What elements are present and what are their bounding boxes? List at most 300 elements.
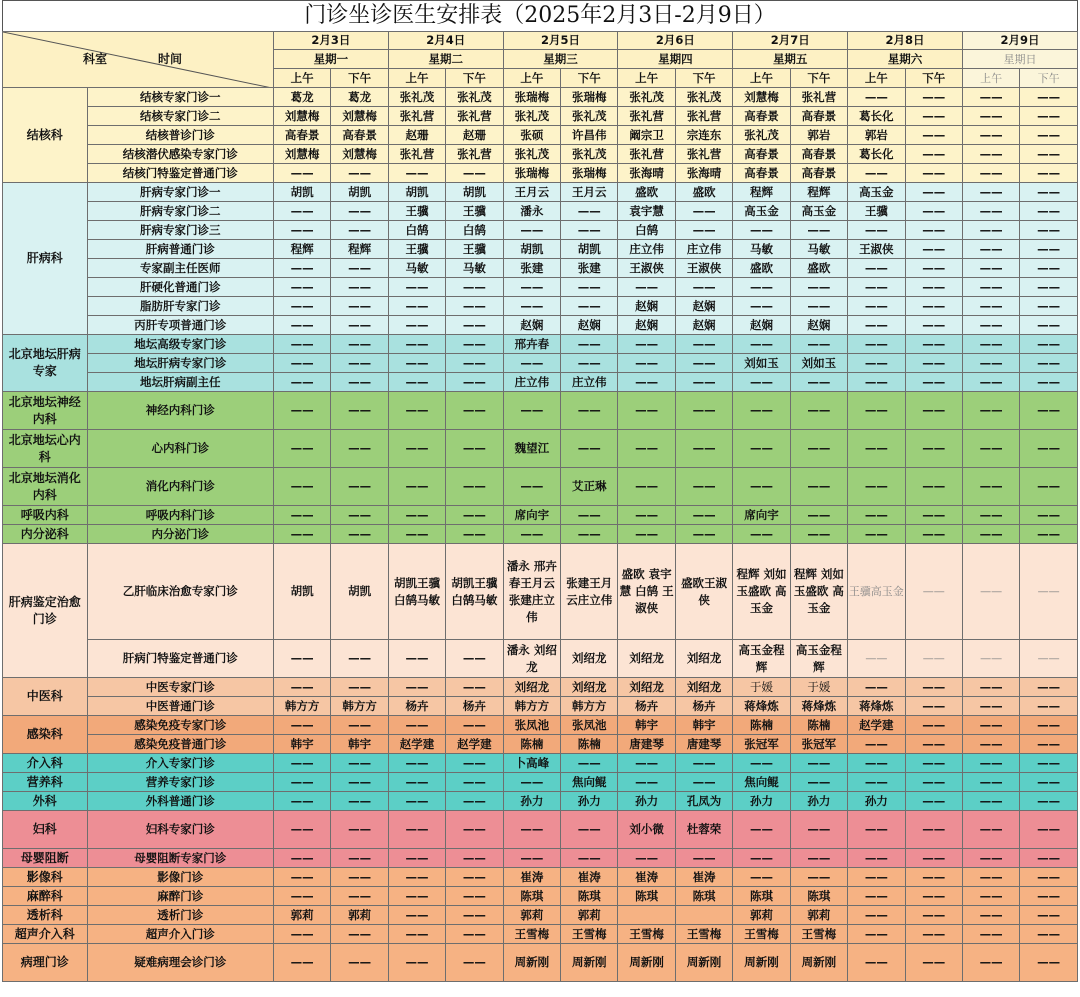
doctor-cell: ——	[446, 164, 503, 183]
doctor-cell: 孙力	[848, 792, 905, 811]
doctor-cell: ——	[273, 354, 330, 373]
doctor-cell: ——	[273, 792, 330, 811]
doctor-cell: ——	[273, 754, 330, 773]
doctor-cell: 王淑侠	[675, 259, 732, 278]
doctor-cell: ——	[446, 525, 503, 544]
doctor-cell: ——	[388, 906, 445, 925]
clinic-cell: 肝病专家门诊一	[87, 183, 273, 202]
doctor-cell: 蒋烽炼	[790, 697, 847, 716]
table-row	[3, 849, 1078, 868]
doctor-cell: ——	[790, 297, 847, 316]
doctor-cell: ——	[446, 906, 503, 925]
doctor-cell: 赵珊	[388, 126, 445, 145]
table-row	[3, 145, 1078, 164]
doctor-cell: 高春景	[790, 145, 847, 164]
department-cell: 营养科	[3, 773, 88, 792]
doctor-cell: ——	[388, 392, 445, 430]
doctor-cell: 张礼营	[388, 107, 445, 126]
doctor-cell: 艾正琳	[561, 468, 618, 506]
doctor-cell: ——	[905, 354, 962, 373]
doctor-cell: 王骥	[388, 202, 445, 221]
table-row	[3, 373, 1078, 392]
doctor-cell: 张礼茂	[503, 145, 560, 164]
doctor-cell: 张礼茂	[561, 145, 618, 164]
doctor-cell: ——	[331, 849, 388, 868]
doctor-cell: ——	[848, 354, 905, 373]
clinic-cell: 影像门诊	[87, 868, 273, 887]
doctor-cell: 赵学建	[446, 735, 503, 754]
doctor-cell: ——	[675, 373, 732, 392]
doctor-cell: 陈琪	[733, 887, 790, 906]
schedule-table	[2, 31, 1078, 982]
doctor-cell: ——	[848, 754, 905, 773]
department-cell: 呼吸内科	[3, 506, 88, 525]
doctor-cell: ——	[1020, 849, 1078, 868]
doctor-cell: ——	[1020, 88, 1078, 107]
doctor-cell: ——	[675, 506, 732, 525]
doctor-cell: ——	[331, 392, 388, 430]
doctor-cell: ——	[962, 107, 1019, 126]
clinic-cell: 神经内科门诊	[87, 392, 273, 430]
table-row	[3, 183, 1078, 202]
department-cell: 北京地坛肝病专家	[3, 335, 88, 392]
doctor-cell: ——	[446, 506, 503, 525]
doctor-cell: ——	[331, 716, 388, 735]
doctor-cell: 韩宇	[675, 716, 732, 735]
doctor-cell: ——	[388, 316, 445, 335]
doctor-cell: 韩方方	[273, 697, 330, 716]
doctor-cell: ——	[962, 221, 1019, 240]
table-row	[3, 107, 1078, 126]
clinic-cell: 脂肪肝专家门诊	[87, 297, 273, 316]
doctor-cell: ——	[388, 754, 445, 773]
weekday-header: 星期日	[962, 50, 1077, 69]
doctor-cell: ——	[331, 278, 388, 297]
doctor-cell: ——	[962, 925, 1019, 944]
doctor-cell: ——	[388, 335, 445, 354]
doctor-cell: 阚宗卫	[618, 126, 675, 145]
doctor-cell: 刘小微	[618, 811, 675, 849]
doctor-cell: 庄立伟	[675, 240, 732, 259]
doctor-cell: ——	[331, 792, 388, 811]
am-header: 上午	[618, 69, 675, 88]
table-row	[3, 887, 1078, 906]
doctor-cell: ——	[331, 259, 388, 278]
doctor-cell: ——	[848, 297, 905, 316]
doctor-cell: ——	[446, 716, 503, 735]
doctor-cell: ——	[388, 868, 445, 887]
doctor-cell: ——	[618, 335, 675, 354]
doctor-cell: ——	[675, 202, 732, 221]
table-row	[3, 126, 1078, 145]
doctor-cell: 周新刚	[790, 944, 847, 982]
doctor-cell: ——	[446, 849, 503, 868]
doctor-cell: ——	[905, 811, 962, 849]
doctor-cell: ——	[273, 525, 330, 544]
doctor-cell: 程辉 刘如玉盛欧 高玉金	[790, 544, 847, 640]
doctor-cell: ——	[618, 354, 675, 373]
clinic-cell: 消化内科门诊	[87, 468, 273, 506]
doctor-cell: 郭莉	[503, 906, 560, 925]
doctor-cell: 马敏	[733, 240, 790, 259]
doctor-cell: ——	[331, 773, 388, 792]
doctor-cell: ——	[962, 468, 1019, 506]
doctor-cell: 王骥高玉金	[848, 544, 905, 640]
doctor-cell: 胡凯	[446, 183, 503, 202]
doctor-cell: 赵娴	[503, 316, 560, 335]
doctor-cell: ——	[446, 773, 503, 792]
doctor-cell: 程辉	[790, 183, 847, 202]
department-cell: 麻醉科	[3, 887, 88, 906]
doctor-cell: ——	[1020, 164, 1078, 183]
table-row	[3, 259, 1078, 278]
doctor-cell: ——	[848, 735, 905, 754]
clinic-cell: 结核门特鉴定普通门诊	[87, 164, 273, 183]
doctor-cell: 刘如玉	[733, 354, 790, 373]
doctor-cell: ——	[388, 887, 445, 906]
doctor-cell: ——	[790, 525, 847, 544]
doctor-cell: 崔涛	[503, 868, 560, 887]
doctor-cell: ——	[331, 506, 388, 525]
doctor-cell: 王淑侠	[618, 259, 675, 278]
doctor-cell: ——	[962, 678, 1019, 697]
doctor-cell: ——	[273, 297, 330, 316]
doctor-cell: ——	[905, 525, 962, 544]
doctor-cell: ——	[388, 164, 445, 183]
doctor-cell: 张礼茂	[503, 107, 560, 126]
doctor-cell: ——	[1020, 107, 1078, 126]
doctor-cell: ——	[962, 849, 1019, 868]
doctor-cell: ——	[733, 468, 790, 506]
doctor-cell: ——	[331, 202, 388, 221]
doctor-cell: ——	[905, 697, 962, 716]
doctor-cell: ——	[848, 525, 905, 544]
doctor-cell: 赵娴	[675, 297, 732, 316]
doctor-cell: ——	[331, 354, 388, 373]
doctor-cell: ——	[446, 868, 503, 887]
table-row	[3, 773, 1078, 792]
doctor-cell: ——	[1020, 925, 1078, 944]
doctor-cell: ——	[733, 525, 790, 544]
doctor-cell: ——	[905, 316, 962, 335]
doctor-cell: ——	[446, 887, 503, 906]
doctor-cell: ——	[848, 506, 905, 525]
doctor-cell: 盛欧	[675, 183, 732, 202]
clinic-cell: 感染免疫普通门诊	[87, 735, 273, 754]
department-cell: 肝病科	[3, 183, 88, 335]
doctor-cell: ——	[388, 944, 445, 982]
doctor-cell: 郭莉	[273, 906, 330, 925]
doctor-cell: ——	[962, 278, 1019, 297]
date-header: 2月4日	[388, 32, 503, 50]
pm-header: 下午	[1020, 69, 1078, 88]
doctor-cell: ——	[905, 468, 962, 506]
doctor-cell: ——	[905, 297, 962, 316]
doctor-cell: ——	[790, 373, 847, 392]
doctor-cell: 张礼营	[446, 145, 503, 164]
clinic-cell: 结核专家门诊一	[87, 88, 273, 107]
clinic-cell: 母婴阻断专家门诊	[87, 849, 273, 868]
doctor-cell: 张礼茂	[446, 88, 503, 107]
date-header: 2月3日	[273, 32, 388, 50]
table-row	[3, 278, 1078, 297]
doctor-cell: ——	[446, 640, 503, 678]
doctor-cell: ——	[273, 221, 330, 240]
doctor-cell: 赵娴	[618, 316, 675, 335]
weekday-header: 星期三	[503, 50, 618, 69]
doctor-cell: ——	[1020, 278, 1078, 297]
weekday-header: 星期一	[273, 50, 388, 69]
doctor-cell: 刘绍龙	[675, 640, 732, 678]
doctor-cell: ——	[962, 506, 1019, 525]
doctor-cell: 周新刚	[561, 944, 618, 982]
doctor-cell: ——	[331, 430, 388, 468]
doctor-cell: ——	[1020, 811, 1078, 849]
doctor-cell: ——	[962, 735, 1019, 754]
doctor-cell: 程辉	[733, 183, 790, 202]
doctor-cell: 张瑞梅	[561, 164, 618, 183]
pm-header: 下午	[331, 69, 388, 88]
doctor-cell: ——	[905, 640, 962, 678]
doctor-cell: 郭莉	[561, 906, 618, 925]
doctor-cell: 张礼营	[675, 107, 732, 126]
doctor-cell: ——	[905, 887, 962, 906]
doctor-cell: ——	[1020, 430, 1078, 468]
clinic-cell: 外科普通门诊	[87, 792, 273, 811]
doctor-cell: ——	[790, 335, 847, 354]
doctor-cell: ——	[446, 335, 503, 354]
doctor-cell: ——	[1020, 392, 1078, 430]
doctor-cell: 陈琪	[790, 887, 847, 906]
clinic-cell: 透析门诊	[87, 906, 273, 925]
doctor-cell: 张礼营	[618, 145, 675, 164]
doctor-cell: ——	[675, 773, 732, 792]
doctor-cell: 崔涛	[561, 868, 618, 887]
doctor-cell: ——	[848, 335, 905, 354]
doctor-cell: ——	[905, 773, 962, 792]
doctor-cell: 高玉金程辉	[790, 640, 847, 678]
doctor-cell: 赵学建	[848, 716, 905, 735]
doctor-cell: 蒋烽炼	[848, 697, 905, 716]
doctor-cell: ——	[848, 811, 905, 849]
doctor-cell: ——	[675, 525, 732, 544]
clinic-cell: 肝病门特鉴定普通门诊	[87, 640, 273, 678]
doctor-cell: 张礼茂	[618, 88, 675, 107]
doctor-cell: ——	[905, 925, 962, 944]
doctor-cell: ——	[905, 868, 962, 887]
doctor-cell: ——	[790, 278, 847, 297]
doctor-cell: 刘慧梅	[733, 88, 790, 107]
doctor-cell: ——	[273, 278, 330, 297]
doctor-cell: 刘慧梅	[273, 107, 330, 126]
clinic-cell: 结核潜伏感染专家门诊	[87, 145, 273, 164]
department-cell: 中医科	[3, 678, 88, 716]
doctor-cell: ——	[905, 792, 962, 811]
doctor-cell: ——	[618, 468, 675, 506]
doctor-cell: ——	[848, 164, 905, 183]
clinic-cell: 地坛高级专家门诊	[87, 335, 273, 354]
dept-label: 科室	[83, 52, 108, 66]
doctor-cell: ——	[905, 430, 962, 468]
doctor-cell: 胡凯	[503, 240, 560, 259]
doctor-cell: 高春景	[733, 145, 790, 164]
weekday-header: 星期六	[848, 50, 963, 69]
doctor-cell: ——	[962, 430, 1019, 468]
doctor-cell: 王雪梅	[503, 925, 560, 944]
doctor-cell: ——	[790, 392, 847, 430]
doctor-cell: ——	[962, 754, 1019, 773]
doctor-cell: ——	[848, 259, 905, 278]
doctor-cell: 王雪梅	[733, 925, 790, 944]
doctor-cell: ——	[905, 335, 962, 354]
doctor-cell: 宗连东	[675, 126, 732, 145]
doctor-cell: ——	[848, 773, 905, 792]
doctor-cell: 胡凯王骥白鹄马敏	[446, 544, 503, 640]
doctor-cell: 盛欧	[618, 183, 675, 202]
doctor-cell: ——	[848, 906, 905, 925]
doctor-cell: ——	[790, 773, 847, 792]
doctor-cell: ——	[503, 297, 560, 316]
doctor-cell: 葛龙	[273, 88, 330, 107]
doctor-cell: 张礼营	[675, 145, 732, 164]
am-header: 上午	[733, 69, 790, 88]
doctor-cell: ——	[388, 811, 445, 849]
doctor-cell: ——	[446, 468, 503, 506]
doctor-cell: ——	[962, 297, 1019, 316]
clinic-cell: 肝病普通门诊	[87, 240, 273, 259]
doctor-cell: 潘永 邢卉春王月云 张建庄立伟	[503, 544, 560, 640]
am-header: 上午	[962, 69, 1019, 88]
doctor-cell: 孙力	[561, 792, 618, 811]
doctor-cell: 杨卉	[618, 697, 675, 716]
doctor-cell: ——	[331, 678, 388, 697]
doctor-cell: 陈琪	[503, 887, 560, 906]
doctor-cell: ——	[790, 468, 847, 506]
doctor-cell: ——	[388, 506, 445, 525]
doctor-cell: ——	[848, 868, 905, 887]
doctor-cell: ——	[962, 697, 1019, 716]
clinic-cell: 介入专家门诊	[87, 754, 273, 773]
doctor-cell: 刘绍龙	[561, 640, 618, 678]
doctor-cell: 王骥	[388, 240, 445, 259]
doctor-cell: ——	[962, 88, 1019, 107]
doctor-cell: 张礼茂	[561, 107, 618, 126]
doctor-cell: 焦向鲲	[561, 773, 618, 792]
doctor-cell: ——	[1020, 640, 1078, 678]
doctor-cell: 马敏	[388, 259, 445, 278]
doctor-cell: ——	[503, 773, 560, 792]
doctor-cell: ——	[273, 849, 330, 868]
doctor-cell: ——	[331, 316, 388, 335]
doctor-cell: 张海晴	[675, 164, 732, 183]
table-row	[3, 544, 1078, 640]
doctor-cell: 王骥	[848, 202, 905, 221]
doctor-cell: ——	[733, 430, 790, 468]
doctor-cell: 高春景	[273, 126, 330, 145]
doctor-cell: ——	[446, 316, 503, 335]
doctor-cell: ——	[561, 506, 618, 525]
doctor-cell: ——	[273, 868, 330, 887]
weekday-header: 星期四	[618, 50, 733, 69]
doctor-cell: ——	[388, 678, 445, 697]
doctor-cell: ——	[733, 278, 790, 297]
doctor-cell: ——	[962, 640, 1019, 678]
doctor-cell: 杜蓉荣	[675, 811, 732, 849]
doctor-cell: 杨卉	[446, 697, 503, 716]
doctor-cell: ——	[1020, 221, 1078, 240]
doctor-cell: ——	[905, 278, 962, 297]
doctor-cell: ——	[388, 430, 445, 468]
doctor-cell: ——	[1020, 887, 1078, 906]
am-header: 上午	[848, 69, 905, 88]
doctor-cell: ——	[848, 849, 905, 868]
doctor-cell: ——	[1020, 944, 1078, 982]
doctor-cell: ——	[675, 430, 732, 468]
doctor-cell: 刘绍龙	[503, 678, 560, 697]
doctor-cell: 胡凯	[331, 544, 388, 640]
doctor-cell: ——	[503, 392, 560, 430]
doctor-cell: ——	[561, 430, 618, 468]
doctor-cell: 赵娴	[675, 316, 732, 335]
doctor-cell: ——	[733, 849, 790, 868]
doctor-cell: 赵娴	[790, 316, 847, 335]
doctor-cell: ——	[1020, 240, 1078, 259]
doctor-cell: 王月云	[503, 183, 560, 202]
doctor-cell: ——	[905, 678, 962, 697]
doctor-cell: ——	[1020, 525, 1078, 544]
doctor-cell: 陈楠	[790, 716, 847, 735]
am-header: 上午	[273, 69, 330, 88]
doctor-cell: 潘永	[503, 202, 560, 221]
doctor-cell: ——	[388, 792, 445, 811]
doctor-cell: ——	[331, 297, 388, 316]
doctor-cell: 焦向鲲	[733, 773, 790, 792]
doctor-cell: 刘如玉	[790, 354, 847, 373]
table-row	[3, 792, 1078, 811]
date-header: 2月6日	[618, 32, 733, 50]
doctor-cell: 马敏	[446, 259, 503, 278]
doctor-cell: ——	[446, 430, 503, 468]
doctor-cell: ——	[733, 811, 790, 849]
doctor-cell: 于媛	[733, 678, 790, 697]
doctor-cell: 韩宇	[273, 735, 330, 754]
doctor-cell: ——	[962, 544, 1019, 640]
doctor-cell: 陈楠	[733, 716, 790, 735]
doctor-cell: ——	[1020, 145, 1078, 164]
pm-header: 下午	[561, 69, 618, 88]
clinic-cell: 呼吸内科门诊	[87, 506, 273, 525]
weekday-header: 星期五	[733, 50, 848, 69]
doctor-cell: ——	[273, 811, 330, 849]
department-cell: 北京地坛消化内科	[3, 468, 88, 506]
doctor-cell: 杨卉	[388, 697, 445, 716]
doctor-cell: ——	[1020, 506, 1078, 525]
doctor-cell: 张礼营	[388, 145, 445, 164]
department-cell: 内分泌科	[3, 525, 88, 544]
doctor-cell: 崔涛	[675, 868, 732, 887]
doctor-cell: 张瑞梅	[503, 88, 560, 107]
doctor-cell: ——	[446, 944, 503, 982]
doctor-cell: 邢卉春	[503, 335, 560, 354]
doctor-cell: 白鹄	[446, 221, 503, 240]
department-cell: 介入科	[3, 754, 88, 773]
doctor-cell: ——	[962, 183, 1019, 202]
doctor-cell: ——	[618, 773, 675, 792]
doctor-cell: ——	[675, 468, 732, 506]
doctor-cell: 魏望江	[503, 430, 560, 468]
doctor-cell: ——	[388, 849, 445, 868]
doctor-cell: 郭莉	[790, 906, 847, 925]
